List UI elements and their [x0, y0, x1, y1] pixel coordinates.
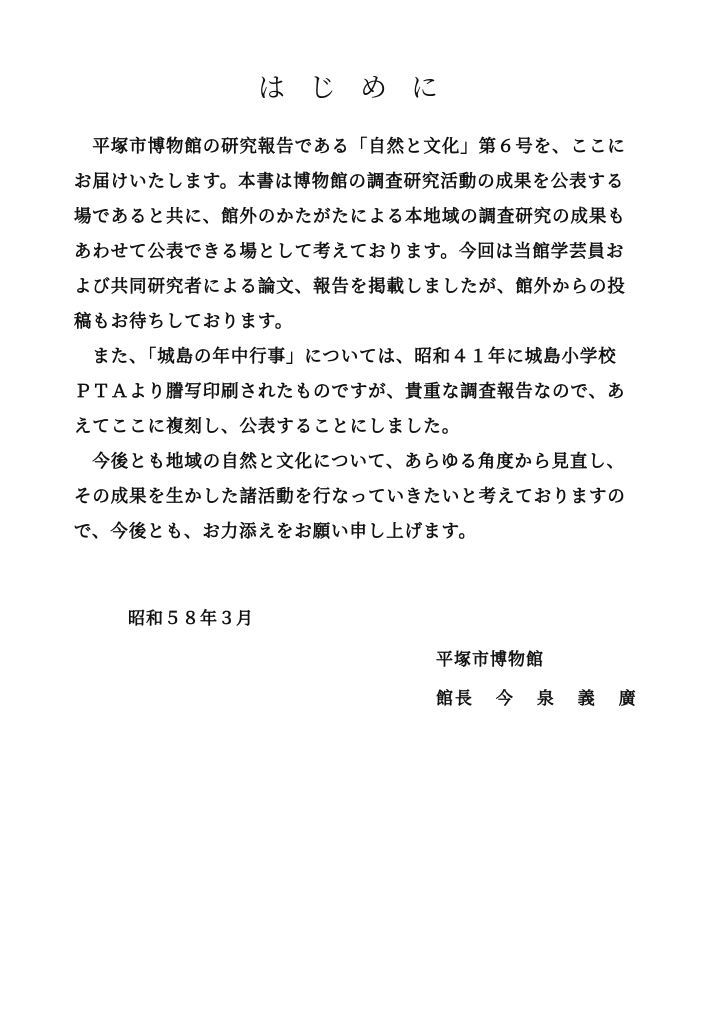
text-line-6: 稿もお待ちしております。: [74, 312, 294, 332]
text-line-1: 平塚市博物館の研究報告である「自然と文化」第６号を、ここに: [74, 137, 626, 157]
text-line-7: また、「城島の年中行事」については、昭和４１年に城島小学校: [74, 347, 617, 367]
text-line-3: 場であると共に、館外のかたがたによる本地域の調査研究の成果も: [74, 207, 626, 227]
text-line-12: で、今後とも、お力添えをお願い申し上げます。: [74, 522, 477, 542]
text-line-4: あわせて公表できる場として考えております。今回は当館学芸員お: [74, 242, 625, 262]
document-date: 昭和５８年３月: [128, 609, 254, 629]
body-text: [74, 130, 654, 550]
text-line-11: その成果を生かした諸活動を行なっていきたいと考えておりますの: [74, 487, 626, 507]
page-title: はじめに: [258, 73, 462, 104]
text-line-9: えてここに複刻し、公表することにしました。: [74, 417, 461, 437]
text-line-2: お届けいたします。本書は博物館の調査研究活動の成果を公表する: [74, 172, 625, 192]
organization-name: 平塚市博物館: [436, 650, 544, 670]
text-line-10: 今後とも地域の自然と文化について、あらゆる角度から見直し、: [74, 452, 626, 472]
text-line-5: よび共同研究者による論文、報告を掲載しましたが、館外からの投: [74, 277, 626, 297]
text-line-8: ＰＴＡより謄写印刷されたものですが、貴重な調査報告なので、あ: [74, 382, 626, 402]
signer-name: 館長 今 泉 義 廣: [436, 689, 638, 709]
